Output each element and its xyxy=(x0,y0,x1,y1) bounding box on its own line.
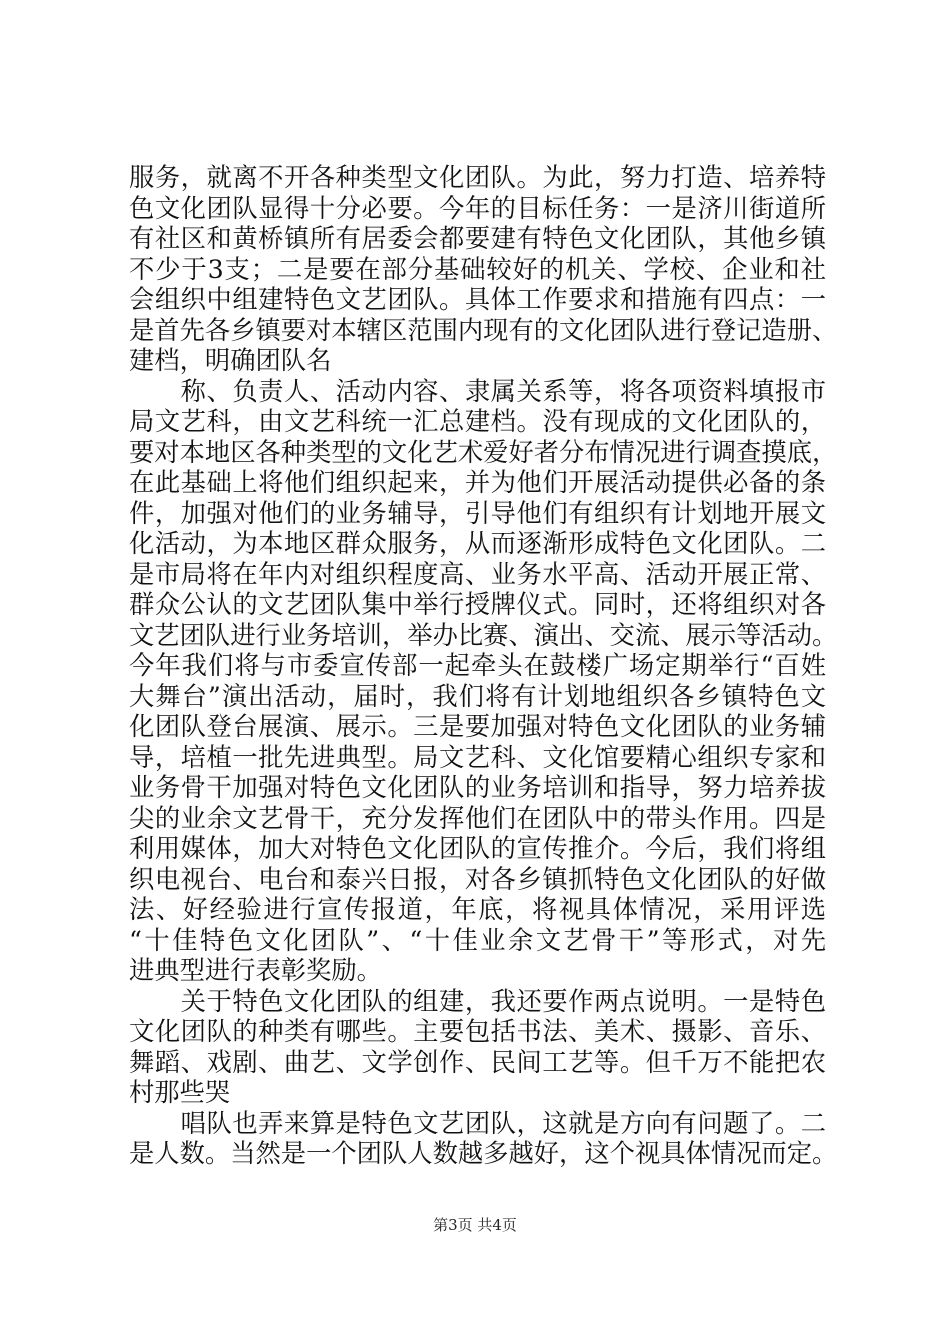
text-line: 色文化团队显得十分必要。今年的目标任务：一是济川街道所 xyxy=(129,193,826,223)
text-line: 有社区和黄桥镇所有居委会都要建有特色文化团队，其他乡镇 xyxy=(129,224,826,253)
text-line: 在此基础上将他们组织起来，并为他们开展活动提供必备的条 xyxy=(129,468,826,497)
page-footer: 第3页 共4页 xyxy=(433,1216,517,1234)
text-line: 化活动，为本地区群众服务，从而逐渐形成特色文化团队。二 xyxy=(129,529,826,558)
text-line: 文化团队的种类有哪些。主要包括书法、美术、摄影、音乐、 xyxy=(129,1017,826,1046)
text-line: 不少于3支；二是要在部分基础较好的机关、学校、企业和社 xyxy=(129,254,826,284)
text-line: 是市局将在年内对组织程度高、业务水平高、活动开展正常、 xyxy=(129,559,826,589)
text-line: 是人数。当然是一个团队人数越多越好，这个视具体情况而定。 xyxy=(129,1139,838,1168)
text-line: 法、好经验进行宣传报道，年底，将视具体情况，采用评选 xyxy=(129,895,826,924)
text-line: 舞蹈、戏剧、曲艺、文学创作、民间工艺等。但千万不能把农 xyxy=(129,1047,826,1077)
text-line: 建档，明确团队名 xyxy=(129,346,332,375)
text-line: 村那些哭 xyxy=(129,1078,231,1107)
text-line: 业务骨干加强对特色文化团队的业务培训和指导，努力培养拔 xyxy=(129,773,826,802)
text-line: 会组织中组建特色文艺团队。具体工作要求和措施有四点：一 xyxy=(129,285,826,314)
text-line: 化团队登台展演、展示。三是要加强对特色文化团队的业务辅 xyxy=(129,712,826,741)
text-line: 导，培植一批先进典型。局文艺科、文化馆要精心组织专家和 xyxy=(129,742,826,772)
text-line: 局文艺科，由文艺科统一汇总建档。没有现成的文化团队的， xyxy=(129,407,826,436)
text-line: 文艺团队进行业务培训，举办比赛、演出、交流、展示等活动。 xyxy=(129,620,838,650)
text-line: 称、负责人、活动内容、隶属关系等，将各项资料填报市 xyxy=(129,376,826,406)
text-line: 利用媒体，加大对特色文化团队的宣传推介。今后，我们将组 xyxy=(129,834,826,863)
text-line: 织电视台、电台和泰兴日报，对各乡镇抓特色文化团队的好做 xyxy=(129,864,826,894)
text-line: 是首先各乡镇要对本辖区范围内现有的文化团队进行登记造册、 xyxy=(129,315,838,345)
text-line: 服务，就离不开各种类型文化团队。为此，努力打造、培养特 xyxy=(129,163,826,192)
text-line: 群众公认的文艺团队集中举行授牌仪式。同时，还将组织对各 xyxy=(129,590,826,619)
text-line: 要对本地区各种类型的文化艺术爱好者分布情况进行调查摸底， xyxy=(129,437,838,467)
text-line: 进典型进行表彰奖励。 xyxy=(129,956,382,985)
text-line: 今年我们将与市委宣传部一起牵头在鼓楼广场定期举行“百姓 xyxy=(129,651,826,680)
text-line: 关于特色文化团队的组建，我还要作两点说明。一是特色 xyxy=(129,986,826,1016)
document-body xyxy=(129,163,838,1170)
text-line: “十佳特色文化团队”、“十佳业余文艺骨干”等形式，对先 xyxy=(129,925,826,955)
text-line: 大舞台”演出活动，届时，我们将有计划地组织各乡镇特色文 xyxy=(129,681,826,711)
text-line: 件，加强对他们的业务辅导，引导他们有组织有计划地开展文 xyxy=(129,498,826,528)
text-line: 唱队也弄来算是特色文艺团队，这就是方向有问题了。二 xyxy=(129,1108,826,1138)
text-line: 尖的业余文艺骨干，充分发挥他们在团队中的带头作用。四是 xyxy=(129,803,826,833)
